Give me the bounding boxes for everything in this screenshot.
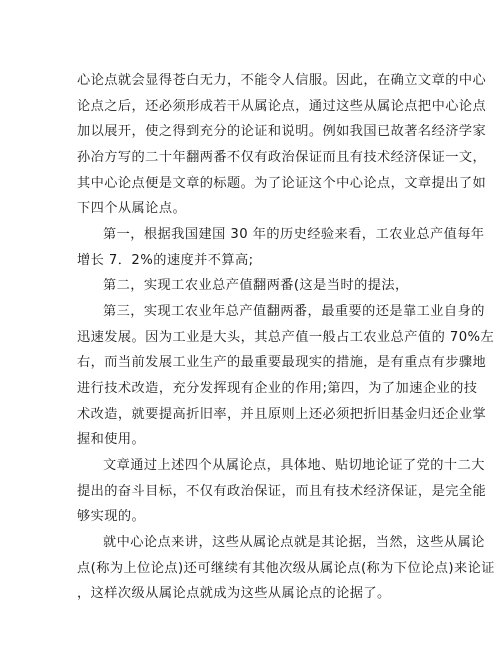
paragraph-1-line-2: 论点之后，还必须形成若干从属论点，通过这些从属论点把中心论点: [77, 99, 487, 114]
paragraph-6-line-3: ，这样次级从属论点就成为这些从属论点的论据了。: [77, 586, 391, 601]
paragraph-4-line-3: 右，而当前发展工业生产的最重要最现实的措施，是有重点有步骤地: [77, 355, 487, 370]
paragraph-3-line-1: 第二，实现工农业总产值翻两番(这是当时的提法，: [103, 278, 409, 293]
paragraph-5-line-2: 提出的奋斗目标，不仅有政治保证，而且有技术经济保证，是完全能: [77, 484, 487, 499]
paragraph-2-line-2: 增长 7．2%的速度并不算高;: [77, 253, 254, 268]
paragraph-4-line-1: 第三，实现工农业年总产值翻两番，最重要的还是靠工业自身的: [103, 304, 485, 319]
paragraph-5-line-1: 文章通过上述四个从属论点，具体地、贴切地论证了党的十二大: [103, 458, 485, 473]
paragraph-2-line-1: 第一，根据我国建国 30 年的历史经验来看，工农业总产值每年: [103, 227, 485, 242]
paragraph-4-line-5: 术改造，就要提高折旧率，并且原则上还必须把折旧基金归还企业掌: [77, 407, 487, 422]
paragraph-4-line-6: 握和使用。: [77, 432, 146, 447]
paragraph-1-line-1: 心论点就会显得苍白无力，不能令人信服。因此，在确立文章的中心: [77, 73, 487, 88]
paragraph-1-line-4: 孙冶方写的二十年翻两番不仅有政治保证而且有技术经济保证一文，: [77, 150, 487, 165]
paragraph-1-line-5: 其中心论点便是文章的标题。为了论证这个中心论点，文章提出了如: [77, 176, 487, 191]
paragraph-6-line-2: 点(称为上位论点)还可继续有其他次级从属论点(称为下位论点)来论证: [77, 561, 495, 576]
paragraph-1-line-6: 下四个从属论点。: [77, 201, 187, 216]
paragraph-1-line-3: 加以展开，使之得到充分的论证和说明。例如我国已故著名经济学家: [77, 124, 487, 139]
paragraph-4-line-2: 迅速发展。因为工业是大头，其总产值一般占工农业总产值的 70%左: [77, 330, 495, 345]
paragraph-4-line-4: 进行技术改造，充分发挥现有企业的作用;第四，为了加速企业的技: [77, 381, 478, 396]
paragraph-6-line-1: 就中心论点来讲，这些从属论点就是其论据，当然，这些从属论: [103, 535, 485, 550]
paragraph-5-line-3: 够实现的。: [77, 509, 146, 524]
